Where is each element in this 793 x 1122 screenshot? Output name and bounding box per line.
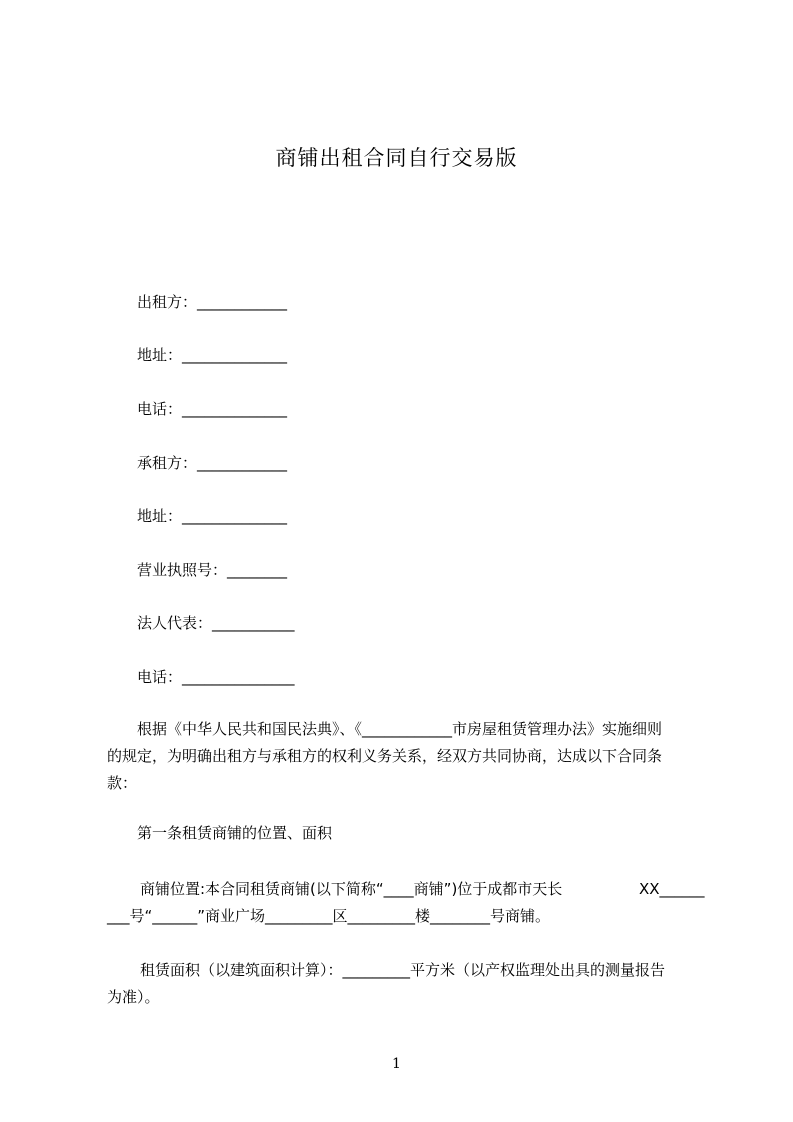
intro-line: 的规定，为明确出租方与承租方的权利义务关系，经双方共同协商，达成以下合同条 (107, 747, 663, 765)
location-paragraph (107, 876, 705, 930)
field-label: 营业执照号： (137, 561, 228, 579)
location-line: ___号“______”商业广场_________区_________楼________号商铺。 (107, 907, 551, 925)
area-line: 租赁面积（以建筑面积计算）：_________平方米（以产权监理处出具的测量报告 (140, 961, 666, 979)
location-road-number: XX______ (639, 880, 705, 898)
intro-paragraph (107, 716, 702, 797)
page-number: 1 (392, 1056, 401, 1072)
field-label: 地址： (137, 346, 183, 364)
lessor-phone-field (137, 398, 287, 420)
field-label: 承租方： (137, 454, 198, 472)
field-blank: ________ (227, 561, 288, 579)
legal-representative-field (137, 612, 295, 634)
lessee-field (137, 452, 287, 474)
lessee-phone-field (137, 666, 295, 688)
location-line (107, 876, 705, 903)
document-title: 商铺出租合同自行交易版 (275, 146, 518, 170)
business-license-field (137, 559, 287, 581)
field-blank: _______________ (182, 668, 295, 686)
field-blank: ______________ (182, 400, 288, 418)
field-blank: ___________ (212, 614, 295, 632)
field-label: 地址： (137, 507, 183, 525)
field-blank: ______________ (182, 507, 288, 525)
area-paragraph (107, 957, 702, 1011)
lessee-address-field (137, 505, 287, 527)
field-label: 电话： (137, 668, 183, 686)
area-line: 为准）。 (107, 988, 160, 1006)
intro-line: 根据《中华人民共和国民法典》、《____________市房屋租赁管理办法》实施细则 (137, 720, 663, 738)
field-blank: ____________ (197, 293, 288, 311)
lessor-field (137, 291, 287, 313)
field-blank: ______________ (182, 346, 288, 364)
field-label: 电话： (137, 400, 183, 418)
intro-line: 款： (107, 774, 138, 792)
article-1-heading: 第一条租赁商铺的位置、面积 (137, 824, 333, 842)
field-label: 法人代表： (137, 614, 213, 632)
field-blank: ____________ (197, 454, 288, 472)
location-text: 商铺位置:本合同租赁商铺(以下简称“____商铺”)位于成都市天长 (140, 880, 563, 898)
field-label: 出租方： (137, 293, 198, 311)
lessor-address-field (137, 344, 287, 366)
